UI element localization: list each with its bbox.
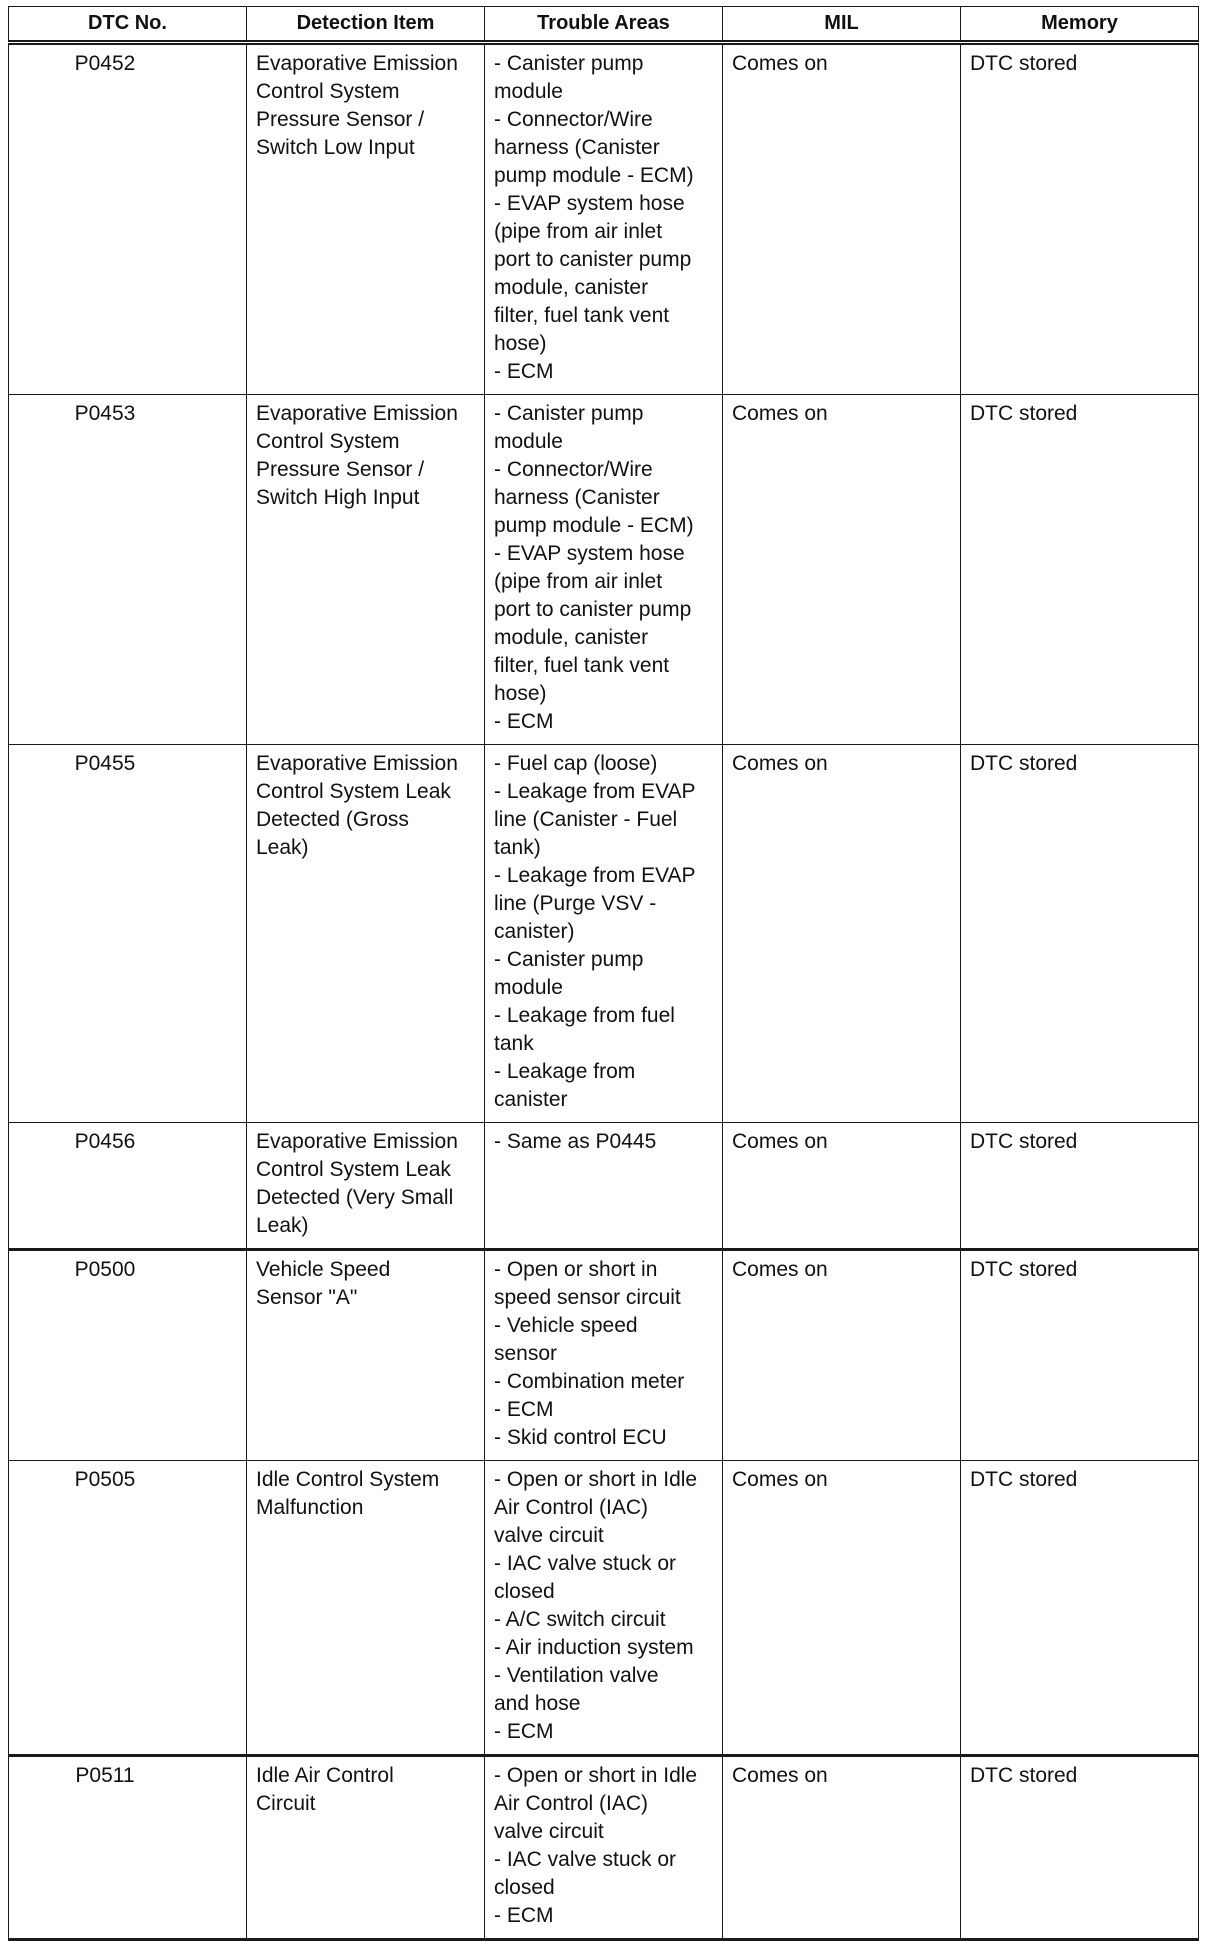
mil-status: Comes on: [723, 395, 961, 745]
trouble-areas: - Open or short in Idle Air Control (IAC) valve circuit - IAC valve stuck or closed - ECM: [485, 1756, 723, 1940]
table-row: [9, 395, 1199, 745]
dtc-code: P0505: [9, 1461, 247, 1756]
table-row: [9, 745, 1199, 1123]
memory-status: DTC stored: [961, 395, 1199, 745]
trouble-areas: - Open or short in Idle Air Control (IAC) valve circuit - IAC valve stuck or closed - A/C switch circuit - Air induction system - Ventilation valve and hose - ECM: [485, 1461, 723, 1756]
detection-item: Evaporative Emission Control System Leak Detected (Very Small Leak): [247, 1123, 485, 1250]
memory-status: DTC stored: [961, 1756, 1199, 1940]
memory-status: DTC stored: [961, 1250, 1199, 1461]
mil-status: Comes on: [723, 745, 961, 1123]
table-body: [9, 43, 1199, 1940]
mil-status: Comes on: [723, 43, 961, 395]
table-row: [9, 1123, 1199, 1250]
header-mil: MIL: [723, 7, 961, 43]
mil-status: Comes on: [723, 1123, 961, 1250]
detection-item: Evaporative Emission Control System Pressure Sensor / Switch Low Input: [247, 43, 485, 395]
dtc-code: P0455: [9, 745, 247, 1123]
memory-status: DTC stored: [961, 745, 1199, 1123]
memory-status: DTC stored: [961, 1461, 1199, 1756]
detection-item: Vehicle Speed Sensor "A": [247, 1250, 485, 1461]
table-header: [9, 7, 1199, 43]
mil-status: Comes on: [723, 1461, 961, 1756]
header-memory: Memory: [961, 7, 1199, 43]
table-row: [9, 1250, 1199, 1461]
header-trouble-areas: Trouble Areas: [485, 7, 723, 43]
dtc-table: [8, 6, 1199, 1941]
trouble-areas: - Open or short in speed sensor circuit - Vehicle speed sensor - Combination meter - ECM - Skid control ECU: [485, 1250, 723, 1461]
trouble-areas: - Fuel cap (loose) - Leakage from EVAP line (Canister - Fuel tank) - Leakage from EVAP line (Purge VSV - canister) - Canister pump module - Leakage from fuel tank - Leakage from canister: [485, 745, 723, 1123]
table-row: [9, 43, 1199, 395]
dtc-code: P0511: [9, 1756, 247, 1940]
dtc-code: P0452: [9, 43, 247, 395]
detection-item: Idle Control System Malfunction: [247, 1461, 485, 1756]
dtc-code: P0453: [9, 395, 247, 745]
header-detection-item: Detection Item: [247, 7, 485, 43]
memory-status: DTC stored: [961, 43, 1199, 395]
table-row: [9, 1461, 1199, 1756]
detection-item: Evaporative Emission Control System Leak Detected (Gross Leak): [247, 745, 485, 1123]
mil-status: Comes on: [723, 1756, 961, 1940]
mil-status: Comes on: [723, 1250, 961, 1461]
dtc-code: P0456: [9, 1123, 247, 1250]
memory-status: DTC stored: [961, 1123, 1199, 1250]
header-row: [9, 7, 1199, 43]
trouble-areas: - Canister pump module - Connector/Wire harness (Canister pump module - ECM) - EVAP system hose (pipe from air inlet port to canister pump module, canister filter, fuel tank vent hose) - ECM: [485, 395, 723, 745]
table-row: [9, 1756, 1199, 1940]
dtc-code: P0500: [9, 1250, 247, 1461]
detection-item: Idle Air Control Circuit: [247, 1756, 485, 1940]
trouble-areas: - Same as P0445: [485, 1123, 723, 1250]
detection-item: Evaporative Emission Control System Pressure Sensor / Switch High Input: [247, 395, 485, 745]
trouble-areas: - Canister pump module - Connector/Wire harness (Canister pump module - ECM) - EVAP system hose (pipe from air inlet port to canister pump module, canister filter, fuel tank vent hose) - ECM: [485, 43, 723, 395]
header-dtc-no: DTC No.: [9, 7, 247, 43]
